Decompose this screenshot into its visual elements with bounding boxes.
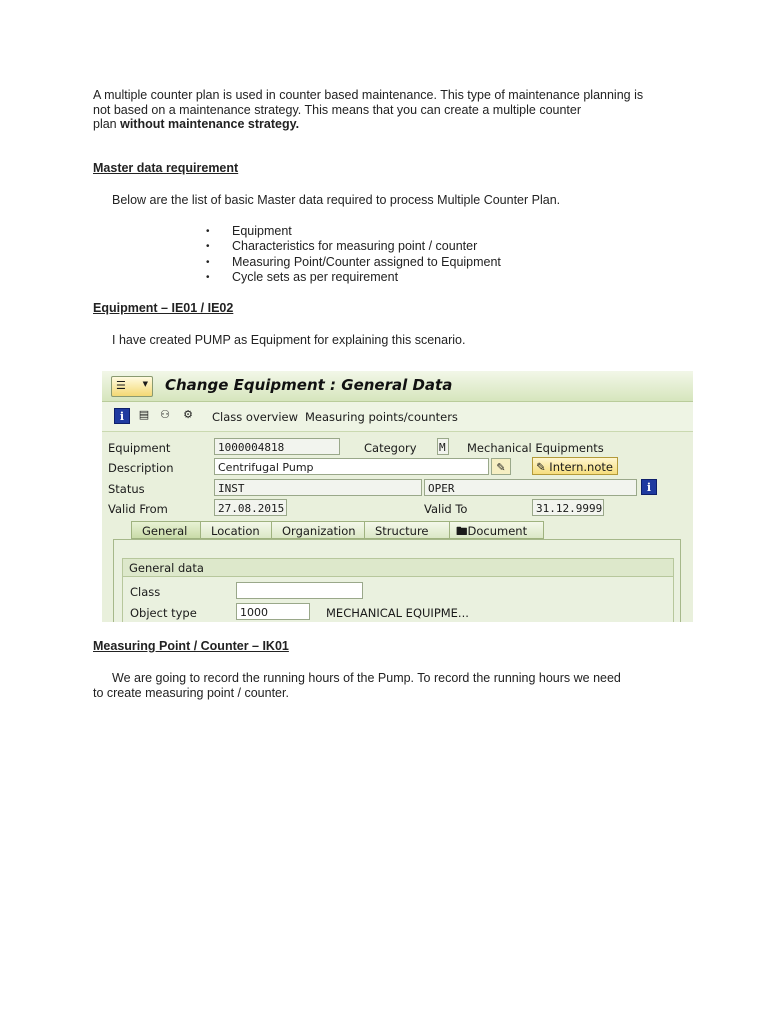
measuring-points-button[interactable]: Measuring points/counters (305, 410, 458, 424)
sap-screen-title: Change Equipment : General Data (165, 376, 453, 394)
sap-screenshot (102, 371, 693, 622)
menu-icon: ☰ (116, 379, 126, 392)
dropdown-arrow-icon: ▼ (142, 380, 148, 388)
tab-document[interactable] (449, 521, 544, 539)
object-type-field[interactable]: 1000 (236, 603, 310, 620)
equipment-label: Equipment (108, 441, 171, 455)
binoculars-icon[interactable]: ⚇ (160, 408, 170, 421)
intro-line-2: not based on a maintenance strategy. This means that you can create a multiple counter (93, 102, 582, 117)
general-data-group (122, 558, 674, 622)
status-label: Status (108, 482, 145, 496)
category-text: Mechanical Equipments (467, 441, 604, 455)
valid-from-field[interactable]: 27.08.2015 (214, 499, 287, 516)
intro-line-1: A multiple counter plan is used in counter based maintenance. This type of maintenance planning is (93, 88, 644, 102)
note-pencil-icon: ✎ (536, 460, 546, 474)
general-tab-panel (113, 539, 681, 622)
folder-icon: 🖿 (456, 524, 468, 538)
master-data-text: Below are the list of basic Master data required to process Multiple Counter Plan. (112, 193, 561, 207)
intern-note-button[interactable] (532, 457, 618, 475)
intro-line-3-bold: without maintenance strategy. (120, 117, 300, 131)
tab-location[interactable]: Location (200, 521, 272, 539)
intern-note-label: Intern.note (549, 460, 613, 474)
measuring-point-line-1: We are going to record the running hours of the Pump. To record the running hours we need (112, 671, 621, 685)
master-data-list (206, 224, 501, 285)
object-type-label: Object type (130, 606, 197, 620)
list-item: • Characteristics for measuring point / counter (206, 239, 501, 254)
document-list-icon[interactable]: ▤ (138, 408, 150, 421)
class-field[interactable] (236, 582, 363, 599)
tab-structure[interactable]: Structure (364, 521, 450, 539)
valid-to-field[interactable]: 31.12.9999 (532, 499, 604, 516)
status-field-1[interactable]: INST (214, 479, 422, 496)
system-menu-button[interactable] (111, 376, 153, 397)
heading-measuring-point: Measuring Point / Counter – IK01 (93, 639, 289, 653)
valid-to-label: Valid To (424, 502, 468, 516)
category-field[interactable]: M (437, 438, 449, 455)
tab-general[interactable]: General (131, 521, 201, 539)
heading-master-data: Master data requirement (93, 161, 239, 175)
measuring-point-line-2: to create measuring point / counter. (93, 685, 289, 700)
status-field-2[interactable]: OPER (424, 479, 637, 496)
hierarchy-icon[interactable]: ⚙ (183, 408, 193, 421)
class-overview-button[interactable]: Class overview (212, 410, 299, 424)
tab-strip (114, 521, 693, 541)
sap-title-bar (102, 371, 693, 402)
list-item: • Measuring Point/Counter assigned to Equipment (206, 255, 501, 270)
class-label: Class (130, 585, 161, 599)
general-data-title: General data (129, 561, 204, 575)
object-type-text: MECHANICAL EQUIPME... (326, 606, 469, 620)
category-label: Category (364, 441, 417, 455)
intro-paragraph (93, 88, 643, 132)
description-field[interactable]: Centrifugal Pump (214, 458, 489, 475)
list-item: • Equipment (206, 224, 501, 239)
equipment-field[interactable]: 1000004818 (214, 438, 340, 455)
description-label: Description (108, 461, 174, 475)
list-item: • Cycle sets as per requirement (206, 270, 501, 285)
sap-application-toolbar (102, 402, 693, 432)
measuring-point-paragraph (93, 671, 621, 700)
tab-document-label: Document (467, 524, 528, 538)
tab-organization[interactable]: Organization (271, 521, 365, 539)
valid-from-label: Valid From (108, 502, 168, 516)
edit-pencil-icon[interactable]: ✎ (491, 458, 511, 475)
equipment-text: I have created PUMP as Equipment for explaining this scenario. (112, 333, 466, 347)
info-icon[interactable]: i (114, 408, 130, 424)
status-info-icon[interactable]: i (641, 479, 657, 495)
general-data-header (123, 559, 673, 577)
heading-equipment: Equipment – IE01 / IE02 (93, 301, 234, 315)
intro-line-3-prefix: plan (93, 117, 121, 131)
